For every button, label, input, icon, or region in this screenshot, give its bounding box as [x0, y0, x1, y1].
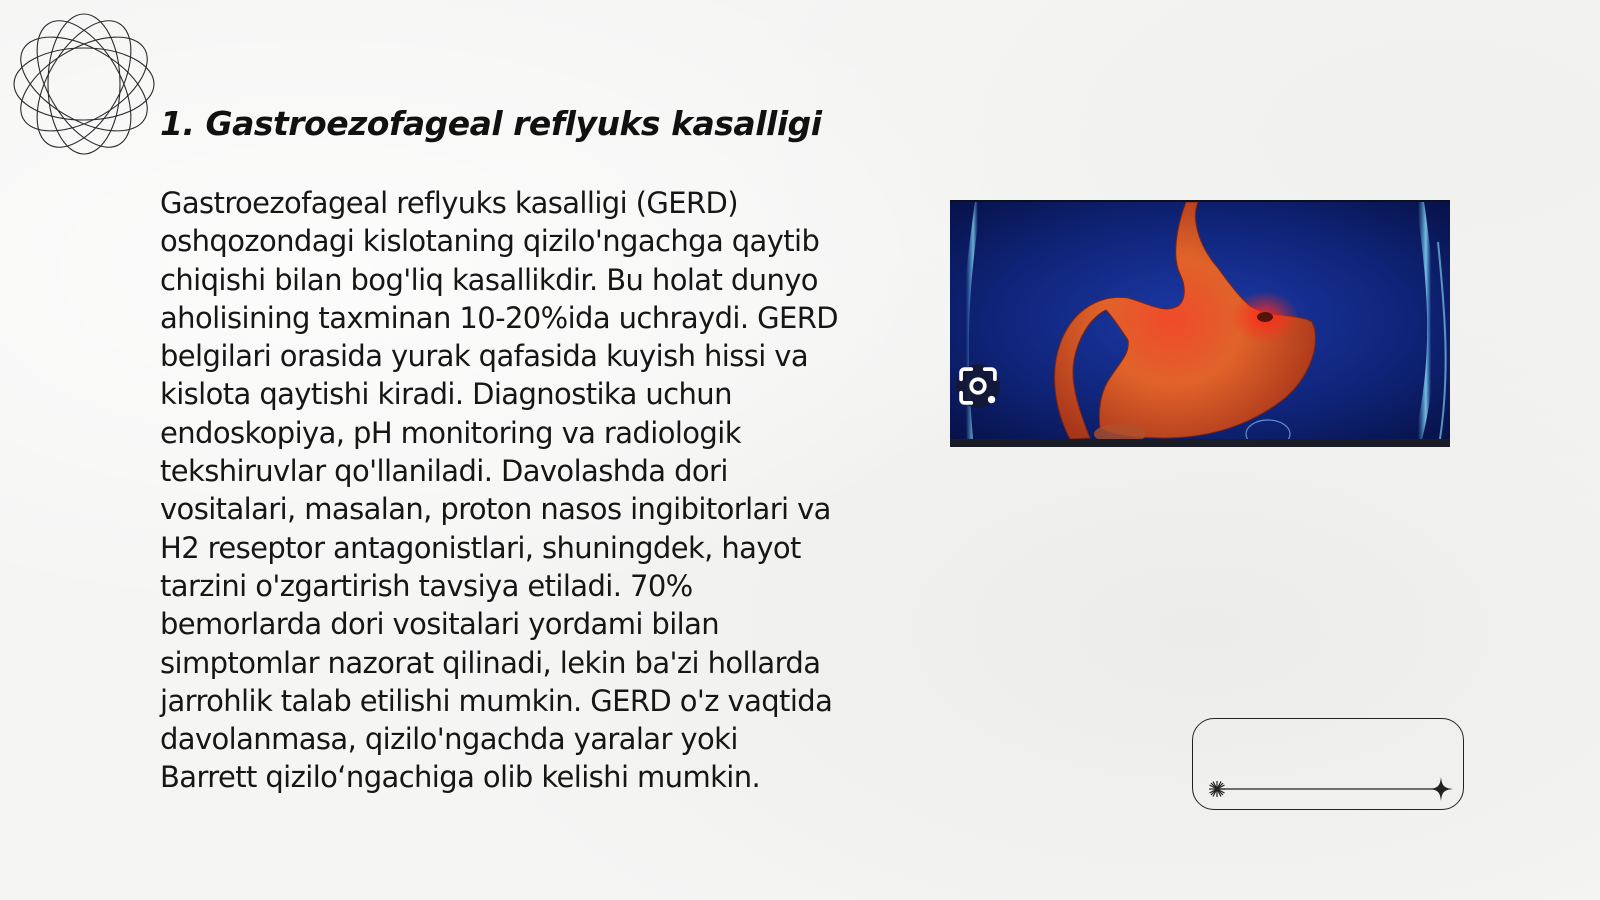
- four-point-star-icon: [1429, 777, 1453, 801]
- sparkle-burst-icon: [1209, 781, 1225, 797]
- slide-body-text: Gastroezofageal reflyuks kasalligi (GERD) oshqozondagi kislotaning qizilo'ngachga qaytib chiqishi bilan bog'liq kasallikdir. Bu holat dunyo aholisining taxminan 10-20%ida uchraydi. GERD belgilari orasida yurak qafasida kuyish hissi va kislota qaytishi kiradi. Diagnostika uchun endoskopiya, pH monitoring va radiologik tekshiruvlar qo'llaniladi. Davolashda dori vositalari, masalan, proton nasos ingibitorlari va H2 reseptor antagonistlari, shuningdek, hayot tarzini o'zgartirish tavsiya etiladi. 70% bemorlarda dori vositalari yordami bilan simptomlar nazorat qilinadi, lekin ba'zi hollarda jarrohlik talab etilishi mumkin. GERD o'z vaqtida davolanmasa, qizilo'ngachda yaralar yoki Barrett qizilo‘ngachiga olib kelishi mumkin.: [160, 186, 838, 795]
- stomach-illustration: [950, 200, 1450, 447]
- decorative-timeline-box: [1192, 718, 1464, 810]
- lens-search-icon[interactable]: [956, 364, 1000, 408]
- spirograph-ornament: [10, 10, 158, 158]
- slide-title: 1. Gastroezofageal reflyuks kasalligi: [160, 104, 822, 143]
